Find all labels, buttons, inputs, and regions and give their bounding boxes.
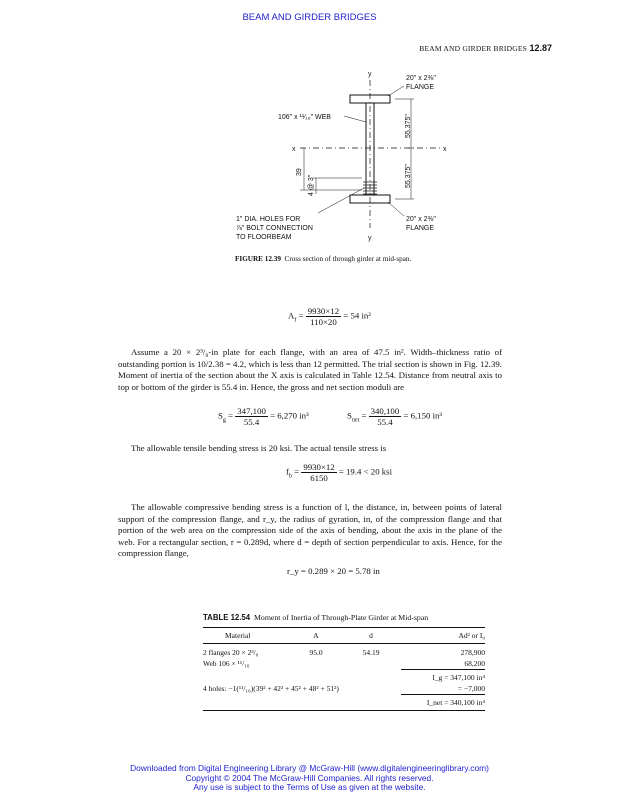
footer-line-3[interactable]: Any use is subject to the Terms of Use as given at the website. (193, 782, 426, 792)
cell (291, 695, 341, 711)
eq-sg-rhs: = 6,270 in³ (270, 410, 309, 421)
eq-sg-num: 347,100 (237, 406, 266, 416)
table-row (203, 695, 485, 711)
caption-label: FIGURE 12.39 (235, 255, 281, 263)
paragraph-3: The allowable compressive bending stress is a function of l, the distance, in, between points of lateral support of the compression flange, and r_y, the radius of gyration, in, of the compression flange and that portion of the web area on the compression side of the axis of bending, about the axis in the plane of the web. For a rectangular section, r = 0.289d, where d = depth of section perpendicular to axis. Hence, for the compression flange, (118, 502, 502, 558)
running-head: BEAM AND GIRDER BRIDGES (419, 44, 527, 53)
equation-fb: $f_b$ = $\frac{9930\times 12}{6150}$ = 19.4 < 20 ksi (286, 462, 393, 483)
eq-sg-sub: g (222, 417, 226, 424)
cell: 68,200 (464, 659, 485, 668)
moment-of-inertia-table (203, 627, 485, 711)
y-label-top: y (368, 71, 372, 78)
figure-caption (235, 254, 455, 264)
holes-label-3: TO FLOORBEAM (236, 234, 292, 241)
eq-snet-rhs: = 6,150 in³ (403, 410, 443, 421)
eq-af-lhs: A (288, 310, 295, 321)
web-label: 106" x ¹¹⁄₁₆" WEB (278, 114, 331, 121)
x-label-left: x (292, 146, 296, 153)
cell: = −7,000 (457, 684, 485, 693)
cell (341, 670, 401, 684)
eq-af-num: 9930×12 (307, 306, 340, 316)
cell (291, 670, 341, 684)
cell (203, 670, 291, 684)
paragraph-1: Assume a 20 × 2³/₈-in plate for each flange, with an area of 47.5 in². Width–thickness ratio of outstanding portion is 10/2.38 = 4.2, which is less than 12 permitted. The trial section is shown in Fig. 12.39. Moment of inertia of the section about the X axis is calculated in Table 12.54. Distance from neutral axis to top or bottom of the girder is 55.4 in. Hence, the gross and net section moduli are (118, 347, 502, 392)
holes-label-1: 1" DIA. HOLES FOR (236, 216, 301, 223)
top-flange-label-2: FLANGE (406, 84, 435, 91)
cell (341, 658, 401, 670)
eq-sg-den: 55.4 (243, 417, 260, 427)
footer-line-1[interactable]: Downloaded from Digital Engineering Library @ McGraw-Hill (www.digitalengineeringlibrary.com) (130, 763, 489, 773)
eq-snet-den: 55.4 (377, 417, 393, 427)
dim-lower-label: 55.375" (405, 164, 412, 188)
dim-39-label: 39 (296, 168, 303, 176)
table-row (203, 670, 485, 684)
cell: 54.19 (362, 648, 380, 657)
cell: 278,900 (460, 648, 485, 657)
eq-sg-lhs: S (218, 410, 223, 421)
cell: 2 flanges 20 × 2³/₈ (203, 648, 259, 657)
download-banner-title: BEAM AND GIRDER BRIDGES (242, 12, 377, 23)
table-row (203, 683, 485, 695)
table-row (203, 658, 485, 670)
dim-upper-label: 55.375" (405, 114, 412, 138)
eq-fb-rhs: = 19.4 < 20 ksi (338, 466, 393, 477)
table-header-row (203, 628, 485, 644)
equation-sg: $S_g$ = $\frac{347,100}{55.4}$ = 6,270 in³ (218, 406, 309, 427)
eq-af-den: 110×20 (310, 317, 337, 327)
table-title (203, 613, 428, 622)
holes-label-2: ⅞" BOLT CONNECTION (236, 225, 313, 232)
equation-af: $A_f$ = $\frac{9930\times 12}{110\times 20}$ = 54 in² (288, 306, 371, 327)
dim-4at3-label: 4 @ 3" (308, 174, 315, 196)
cell: 4 holes: −1(¹¹/₁₆)(39² + 42² + 45² + 48² + 51²) (203, 684, 339, 693)
paragraph-2: The allowable tensile bending stress is 20 ksi. The actual tensile stress is (131, 443, 387, 453)
eq-fb-den: 6150 (310, 473, 328, 483)
eq-fb-lhs: f (286, 466, 289, 477)
eq-af-rhs: = 54 in² (343, 310, 371, 321)
equation-snet: $S_{net}$ = $\frac{340,100}{55.4}$ = 6,150 in³ (347, 406, 443, 427)
cell: I_g = 347,100 in⁴ (401, 670, 485, 684)
table-title-text: Moment of Inertia of Through-Plate Girder at Mid-span (254, 613, 429, 622)
eq-fb-num: 9930×12 (303, 462, 335, 472)
eq-snet-sub: net (351, 417, 360, 424)
caption-text: Cross section of through girder at mid-span. (284, 255, 412, 263)
y-label-bottom: y (368, 235, 372, 242)
x-label-right: x (443, 146, 447, 153)
top-flange-label: 20" x 2⅜" (406, 75, 436, 82)
col-ad2: Ad² or I₀ (401, 628, 485, 644)
bottom-flange-label: 20" x 2⅜" (406, 216, 436, 223)
equation-ry: r_y = 0.289 × 20 = 5.78 in (287, 566, 380, 576)
bottom-flange-label-2: FLANGE (406, 225, 435, 232)
eq-snet-num: 340,100 (370, 406, 400, 416)
cell: 95.0 (309, 648, 323, 657)
footer-line-2: Copyright © 2004 The McGraw-Hill Companies. All rights reserved. (185, 772, 434, 783)
cell: Web 106 × ¹¹/₁₆ (203, 659, 250, 668)
eq-af-sub: f (294, 317, 297, 324)
eq-snet-lhs: S (347, 410, 352, 421)
table-row (203, 644, 485, 659)
cell: I_net = 340,100 in⁴ (401, 695, 485, 711)
col-d: d (341, 628, 401, 644)
download-footer (0, 764, 619, 793)
cell (341, 695, 401, 711)
table-label: TABLE 12.54 (203, 613, 251, 622)
col-area: A (291, 628, 341, 644)
page-number: 12.87 (529, 43, 552, 53)
eq-fb-sub: b (288, 473, 292, 480)
col-material: Material (203, 628, 291, 644)
cell (203, 695, 291, 711)
cell (291, 658, 341, 670)
